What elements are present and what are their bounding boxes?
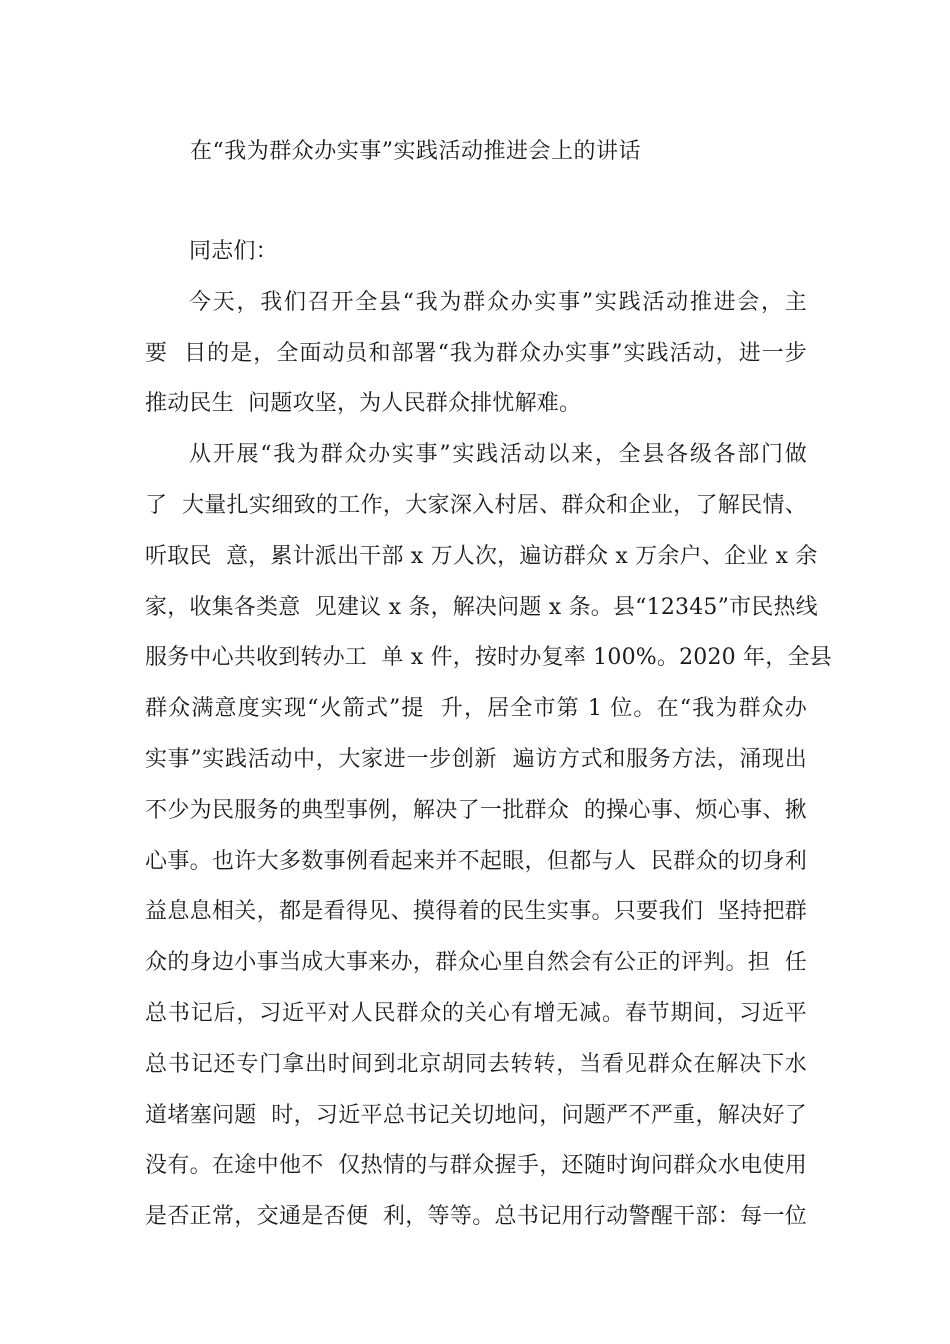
paragraph-line: 今天，我们召开全县“我为群众办实事”实践活动推进会，主 xyxy=(189,289,807,315)
paragraph-line: 推动民生 问题攻坚，为人民群众排忧解难。 xyxy=(145,391,582,417)
document-title: 在“我为群众办实事”实践活动推进会上的讲话 xyxy=(190,139,641,164)
paragraph-line: 总书记后，习近平对人民群众的关心有增无减。春节期间，习近平 xyxy=(145,1000,807,1026)
document-body xyxy=(145,227,832,1243)
paragraph-line: 了 大量扎实细致的工作，大家深入村居、群众和企业，了解民情、 xyxy=(145,492,807,518)
paragraph-line: 不少为民服务的典型事例，解决了一批群众 的操心事、烦心事、揪 xyxy=(145,797,807,823)
paragraph-line: 是否正常，交通是否便 利，等等。总书记用行动警醒干部：每一位 xyxy=(145,1204,807,1230)
paragraph-line: 道堵塞问题 时，习近平总书记关切地问，问题严不严重，解决好了 xyxy=(145,1102,807,1128)
paragraph-line: 群众满意度实现“火箭式”提 升，居全市第 1 位。在“我为群众办 xyxy=(145,696,807,722)
paragraph-line: 众的身边小事当成大事来办，群众心里自然会有公正的评判。担 任 xyxy=(145,950,807,976)
paragraph-line: 心事。也许大多数事例看起来并不起眼，但都与人 民群众的切身利 xyxy=(145,848,807,874)
paragraph-1 xyxy=(145,278,807,430)
paragraph-line: 要 目的是，全面动员和部署“我为群众办实事”实践活动，进一步 xyxy=(145,340,807,366)
paragraph-line: 益息息相关，都是看得见、摸得着的民生实事。只要我们 坚持把群 xyxy=(145,899,807,925)
paragraph-line: 实事”实践活动中，大家进一步创新 遍访方式和服务方法，涌现出 xyxy=(145,746,807,772)
paragraph-line: 服务中心共收到转办工 单 x 件，按时办复率 100%。2020 年，全县 xyxy=(145,645,832,671)
salutation: 同志们： xyxy=(189,239,278,264)
paragraph-line: 从开展“我为群众办实事”实践活动以来，全县各级各部门做 xyxy=(189,442,807,468)
paragraph-2 xyxy=(145,430,832,1243)
paragraph-line: 没有。在途中他不 仅热情的与群众握手，还随时询问群众水电使用 xyxy=(145,1153,807,1179)
paragraph-line: 总书记还专门拿出时间到北京胡同去转转，当看见群众在解决下水 xyxy=(145,1051,807,1077)
paragraph-line: 家，收集各类意 见建议 x 条，解决问题 x 条。县“12345”市民热线 xyxy=(145,594,818,620)
paragraph-line: 听取民 意，累计派出干部 x 万人次，遍访群众 x 万余户、企业 x 余 xyxy=(145,543,818,569)
